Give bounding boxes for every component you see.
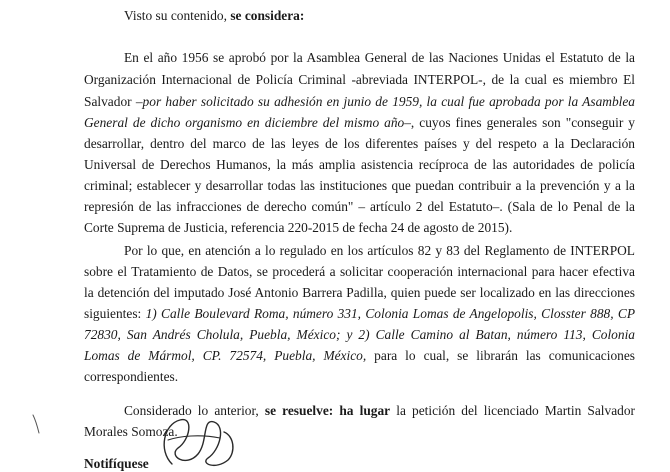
p1-line-7: criminal; establecer y desarrollar todas las instituciones que puedan contribuir a la prevención y a la	[84, 178, 635, 193]
p2-line-4	[84, 305, 635, 323]
p2-line-3: la detención del imputado José Antonio Barrera Padilla, quien puede ser localizado en las direcciones	[84, 285, 635, 300]
p2-line-6-text: para lo cual, se librarán las comunicaciones	[366, 348, 635, 363]
p1-line-9: Corte Suprema de Justicia, referencia 220-2015 de fecha 24 de agosto de 2015).	[84, 220, 513, 235]
p1-line-3-text: Salvador –	[84, 94, 143, 109]
visto-text: Visto su contenido,	[124, 8, 231, 23]
p2-line-1: Por lo que, en atención a lo regulado en los artículos 82 y 83 del Reglamento de INTERPOL	[124, 243, 635, 258]
signature-icon	[150, 410, 240, 472]
p3-line-1-end: la petición del licenciado Martin Salvador	[390, 403, 636, 418]
p2-line-7: correspondientes.	[84, 369, 179, 384]
se-considera: se considera:	[230, 8, 305, 23]
p1-line-4	[84, 114, 635, 132]
ha-lugar: ha lugar	[339, 403, 391, 418]
p3-line-1-text: Considerado lo anterior,	[124, 403, 265, 418]
p1-line-2: Organización Internacional de Policía Criminal -abreviada INTERPOL-, de la cual es miembro El	[84, 72, 635, 87]
p2-line-4-text: siguientes:	[84, 306, 146, 321]
address-2: 72830, San Andrés Cholula, Puebla, México; y 2) Calle Camino al Batan, número 113, Colonia	[84, 327, 635, 342]
address-2-end: Lomas de Mármol, CP. 72574, Puebla, México,	[84, 348, 367, 363]
p1-line-3-italic: por haber solicitado su adhesión en junio de 1959, la cual fue aprobada por la Asamblea	[142, 94, 635, 109]
p2-line-6	[84, 347, 635, 365]
address-1: 1) Calle Boulevard Roma, número 331, Colonia Lomas de Angelopolis, Closster 888, CP	[145, 306, 635, 321]
p1-line-8: represión de las infracciones de derecho común" – artículo 2 del Estatuto–. (Sala de lo Penal de la	[84, 199, 635, 214]
closing-notifiquese: Notifíquese	[84, 456, 149, 471]
p1-line-6: Universal de Derechos Humanos, la más amplia asistencia recíproca de las autoridades de policía	[84, 157, 635, 172]
p1-line-3	[84, 93, 635, 111]
p1-line-5: desarrollar, dentro del marco de las leyes de los diferentes países y del respeto a la Declaración	[84, 136, 635, 151]
p1-line-4-text: –, cuyos fines generales son "conseguir y	[404, 115, 635, 130]
p2-line-5	[84, 326, 635, 344]
margin-mark-icon	[30, 413, 42, 435]
se-resuelve: se resuelve:	[264, 403, 334, 418]
p3-line-2: Morales Somoza.	[84, 424, 178, 439]
p2-line-2: sobre el Tratamiento de Datos, se procederá a solicitar cooperación internacional para hacer efectiva	[84, 264, 635, 279]
p1-line-1: En el año 1956 se aprobó por la Asamblea General de las Naciones Unidas el Estatuto de la	[124, 50, 635, 65]
visto-line	[124, 7, 635, 25]
p1-line-4-italic: General de dicho organismo en diciembre del mismo año	[84, 115, 405, 130]
